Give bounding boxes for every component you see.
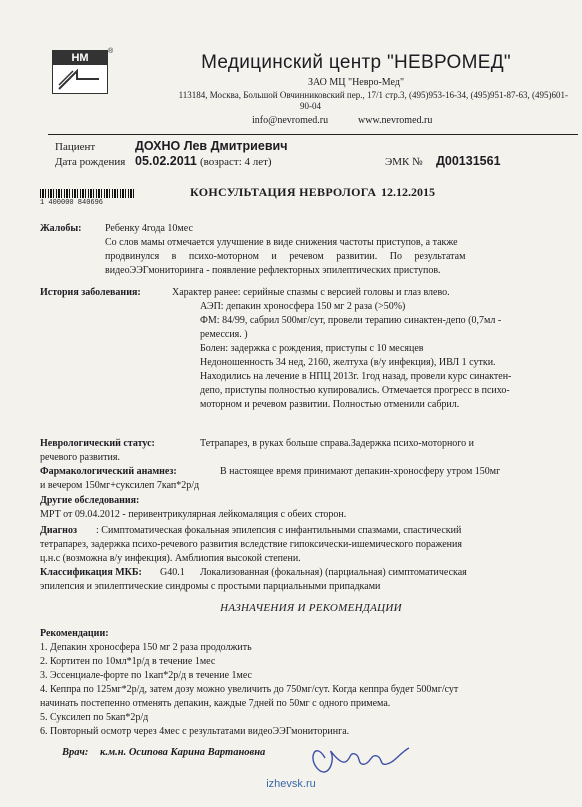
rec-item-6: 6. Повторный осмотр через 4мес с результатами видеоЭЭГмониторинга. (40, 726, 350, 737)
pharm-line2: и вечером 150мг+суксилеп 7кап*2р/д (40, 480, 200, 491)
watermark: izhevsk.ru (266, 778, 316, 790)
recommendations-label: Рекомендации: (40, 628, 109, 639)
dob-label: Дата рождения (55, 156, 126, 168)
diagnosis-line2: тетрапарез, задержка психо-речевого развития вследствие гипоксически-ишемического поражения (40, 539, 462, 550)
rec-item-2: 2. Кортитен по 10мл*1р/д в течение 1мес (40, 656, 216, 667)
rec-item-1: 1. Депакин хроносфера 150 мг 2 раза продолжить (40, 642, 252, 653)
rec-item-3: 3. Эссенциале-форте по 1кап*2р/д в течение 1мес (40, 670, 252, 681)
emk-number: Д00131561 (436, 154, 501, 168)
clinic-org: ЗАО МЦ "Невро-Мед" (307, 77, 405, 88)
emk-label: ЭМК № (385, 156, 423, 168)
logo-text: НМ (53, 51, 107, 65)
exams-line1: МРТ от 09.04.2012 - перивентрикулярная лейкомаляция с обеих сторон. (40, 509, 347, 520)
mkb-label: Классификация МКБ: (40, 567, 142, 578)
history-line8: депо, приступы полностью купировались. Отмечается прогресс в психо- (200, 385, 510, 396)
diagnosis-line1: : Симптоматическая фокальная эпилепсия с инфантильными спазмами, спастический (96, 525, 462, 536)
pharm-label: Фармакологический анамнез: (40, 466, 177, 477)
logo-registered: ® (108, 48, 114, 55)
clinic-logo (52, 50, 108, 94)
mkb-line1: Локализованная (фокальная) (парциальная) симптоматическая (200, 567, 467, 578)
history-line2: АЭП: депакин хроносфера 150 мг 2 раза (>50%) (200, 301, 406, 312)
complaints-line3: продвинулся в психо-моторном и речевом развитии. По результатам (105, 251, 466, 262)
neuro-status-line1: Тетрапарез, в руках больше справа.Задержка психо-моторного и (200, 438, 475, 449)
doctor-label: Врач: (62, 747, 89, 758)
recommendations-section-title: НАЗНАЧЕНИЯ И РЕКОМЕНДАЦИИ (220, 602, 402, 614)
complaints-line2: Со слов мамы отмечается улучшение в виде снижения частоты приступов, а также (105, 237, 458, 248)
clinic-address-cont: 90-04 (300, 101, 321, 111)
exams-label: Другие обследования: (40, 495, 140, 506)
mkb-code: G40.1 (160, 567, 185, 578)
logo-arrow-icon (53, 65, 107, 93)
history-line4: ремессия. ) (200, 329, 248, 340)
rec-item-4: 4. Кеппра по 125мг*2р/д, затем дозу можно увеличить до 750мг/сут. Когда кеппра будет 500мг/сут (40, 684, 459, 695)
diagnosis-label: Диагноз (40, 525, 77, 536)
patient-label: Пациент (55, 141, 96, 153)
barcode (40, 189, 135, 198)
history-line6: Недоношенность 34 нед, 2160, желтуха (в/у инфекция), ИВЛ 1 сутки. (200, 357, 496, 368)
consult-title: КОНСУЛЬТАЦИЯ НЕВРОЛОГА (190, 185, 377, 199)
signature (305, 730, 415, 780)
doctor-name: к.м.н. Осипова Карина Вартановна (100, 747, 266, 758)
rec-item-5: 5. Суксилеп по 5кап*2р/д (40, 712, 149, 723)
barcode-number: 1 400000 840696 (40, 199, 104, 207)
neuro-status-line2: речевого развития. (40, 452, 120, 463)
complaints-line1: Ребенку 4года 10мес (105, 223, 193, 234)
header-divider (48, 134, 578, 135)
consult-date: 12.12.2015 (381, 185, 435, 199)
neuro-status-label: Неврологический статус: (40, 438, 155, 449)
clinic-email: info@nevromed.ru (252, 115, 329, 126)
pharm-line1: В настоящее время принимают депакин-хроносферу утром 150мг (220, 466, 501, 477)
history-line7: Находились на лечение в НПЦ 2013г. 1год назад, провели курс синактен- (200, 371, 512, 382)
patient-name: ДОХНО Лев Дмитриевич (135, 139, 288, 153)
clinic-address: 113184, Москва, Большой Овчинниковский пер., 17/1 стр.3, (495)953-16-34, (495)951-87-63, (495)601- (178, 90, 568, 100)
history-line3: ФМ: 84/99, сабрил 500мг/сут, провели терапию синактен-депо (0,7мл - (200, 315, 502, 326)
diagnosis-line3: ц.н.с (возможна в/у инфекция). Амблиопия высокой степени. (40, 553, 301, 564)
dob-value: 05.02.2011 (135, 154, 197, 168)
complaints-line4: видеоЭЭГмониторинга - появление рефлекторных эпилептических приступов. (105, 265, 441, 276)
mkb-line2: эпилепсия и эпилептические синдромы с простыми парциальными припадками (40, 581, 381, 592)
history-line1: Характер ранее: серийные спазмы с версией головы и глаз влево. (172, 287, 450, 298)
clinic-title: Медицинский центр "НЕВРОМЕД" (201, 52, 511, 73)
complaints-label: Жалобы: (40, 223, 82, 234)
age-value: (возраст: 4 лет) (200, 156, 272, 168)
rec-item-4-cont: начинать постепенно отменять депакин, каждые 7дней по 50мг с одного примема. (40, 698, 391, 709)
clinic-website: www.nevromed.ru (358, 115, 433, 126)
history-line9: моторном и речевом развитии. Полностью отменили сабрил. (200, 399, 460, 410)
history-label: История заболевания: (40, 287, 141, 298)
history-line5: Болен: задержка с рождения, приступы с 10 месяцев (200, 343, 424, 354)
